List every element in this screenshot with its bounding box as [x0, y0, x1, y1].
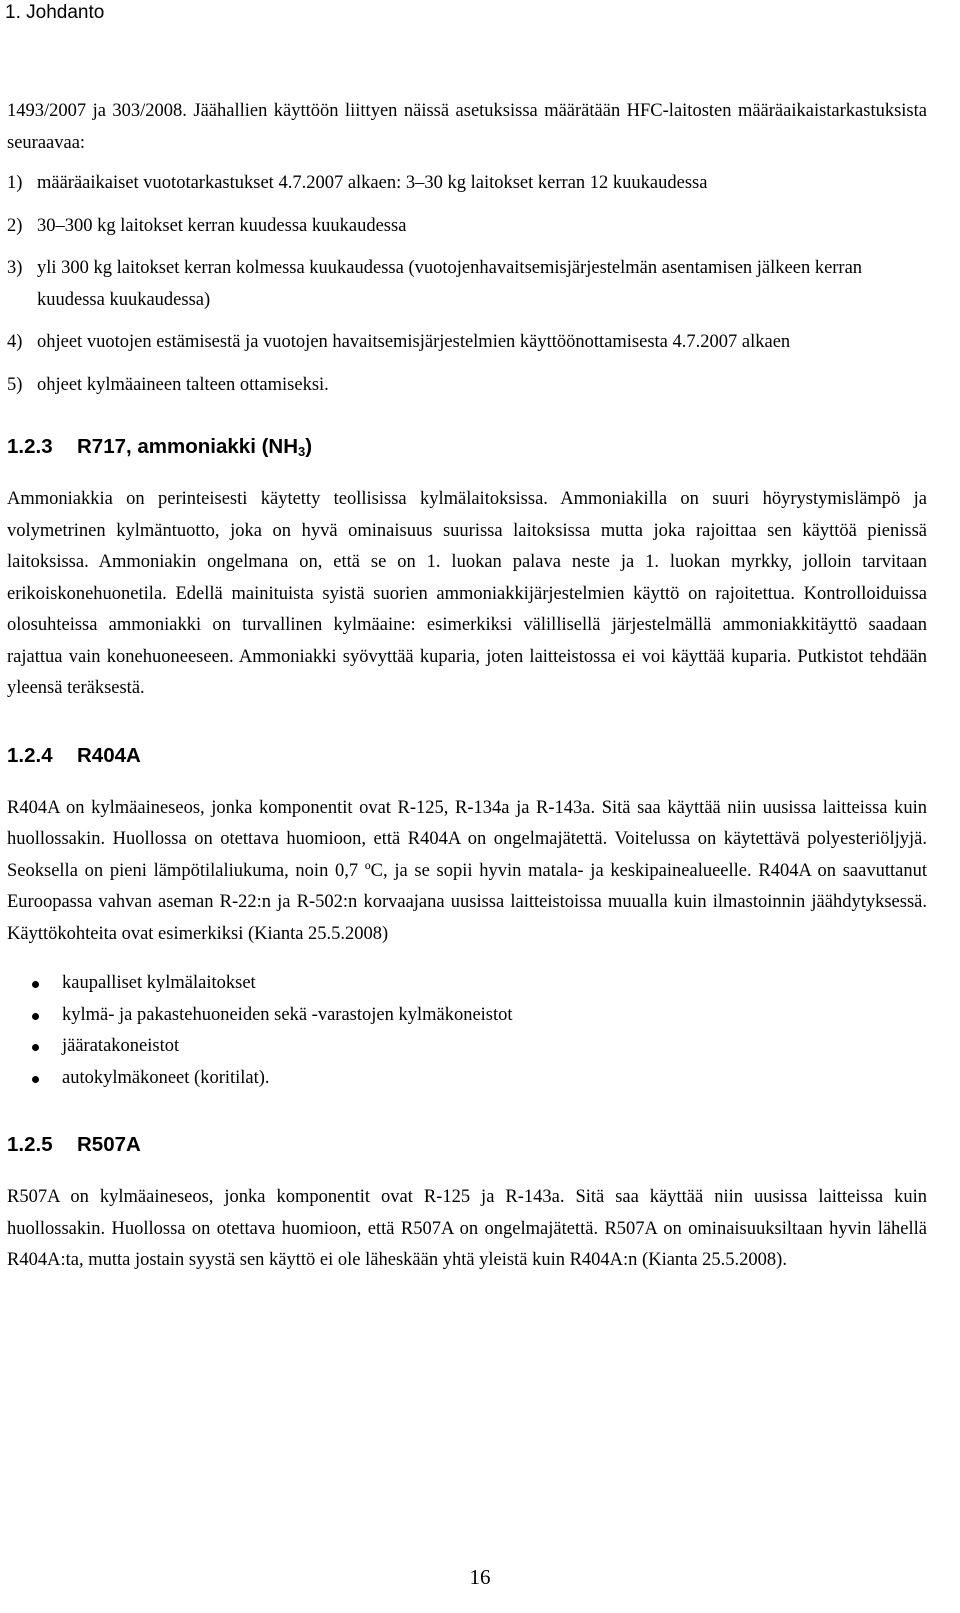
bullet-item-text: kaupalliset kylmälaitokset: [62, 973, 256, 993]
bullet-item-text: autokylmäkoneet (koritilat).: [62, 1067, 270, 1088]
section-title: R404A: [77, 743, 141, 767]
bullet-item: [7, 1000, 927, 1032]
bullet-icon: [32, 1044, 39, 1051]
section-title: R507A: [77, 1133, 141, 1156]
bullet-item-text: jääratakoneistot: [62, 1036, 180, 1056]
bullet-item: [7, 968, 927, 1000]
section-title-subscript: 3: [298, 444, 306, 459]
section-heading-r717: [7, 431, 927, 467]
intro-paragraph: 1493/2007 ja 303/2008. Jäähallien käyttöön liittyen näissä asetuksissa määrätään HFC-laitosten määräaikaistarkastuksista seuraavaa:: [7, 101, 927, 153]
section-heading-r507a: [7, 1129, 927, 1160]
applications-list: [7, 968, 927, 1094]
list-item-text: yli 300 kg laitokset kerran kolmessa kuukaudessa (vuotojenhavaitsemisjärjestelmän asentamisen jälkeen kerran kuudessa kuukaudessa): [37, 258, 863, 310]
list-item-number: 1): [7, 173, 23, 193]
section-paragraph-r404a: R404A on kylmäaineseos, jonka komponentit ovat R-125, R-134a ja R-143a. Sitä saa käyttää niin uusissa laitteissa kuin huollossakin. Huollossa on otettava huomioon, että R404A on ongelmajätettä. Voitelussa on käytettävä polyesteriöljyjä. Seoksella on pieni lämpötilaliukuma, noin 0,7 ºC, ja se sopii hyvin matala- ja keskipainealueelle. R404A on saavuttanut Euroopassa vahvan aseman R-22:n ja R-502:n korvaajana uusissa laitteistoissa muualla kuin ilmastoinnin jäähdytyksessä. Käyttökohteita ovat esimerkiksi (Kianta 25.5.2008): [7, 797, 927, 944]
list-item-text: määräaikaiset vuototarkastukset 4.7.2007 alkaen: 3–30 kg laitokset kerran 12 kuukaudessa: [37, 173, 708, 193]
section-paragraph-r717: Ammoniakkia on perinteisesti käytetty teollisissa kylmälaitoksissa. Ammoniakilla on suuri höyrystymislämpö ja volymetrinen kylmäntuotto, joka on hyvä ominaisuus suurissa laitoksissa mutta joka rajoittaa sen käyttöä pienissä laitoksissa. Ammoniakin ongelmana on, että se on 1. luokan palava neste ja 1. luokan myrkky, jolloin tarvitaan erikoiskonehuonetila. Edellä mainituista syistä suorien ammoniakkijärjestelmien käyttö on rajoitettua. Kontrolloiduissa olosuhteissa ammoniakki on turvallinen kylmäaine: esimerkiksi välillisellä järjestelmällä ammoniakkitäyttö saadaan rajattua vain konehuoneeseen. Ammoniakki syövyttää kuparia, joten laitteistossa ei voi käyttää kuparia. Putkistot tehdään yleensä teräksestä.: [7, 489, 927, 698]
bullet-item-text: kylmä- ja pakastehuoneiden sekä -varastojen kylmäkoneistot: [62, 1004, 513, 1025]
list-item-text: ohjeet kylmäaineen talteen ottamiseksi.: [37, 374, 329, 395]
document-body: [7, 96, 927, 1277]
running-header: 1. Johdanto: [5, 2, 105, 23]
list-item-number: 5): [7, 374, 23, 395]
list-item: [7, 370, 927, 402]
requirements-list: [7, 168, 927, 401]
bullet-icon: [32, 981, 39, 988]
list-item-text: 30–300 kg laitokset kerran kuudessa kuukaudessa: [37, 215, 407, 236]
list-item: [7, 168, 927, 200]
list-item-number: 2): [7, 215, 23, 236]
bullet-item: [7, 1063, 927, 1095]
list-item: [7, 253, 927, 316]
bullet-icon: [32, 1013, 39, 1020]
list-item: [7, 327, 927, 359]
list-item-number: 3): [7, 258, 23, 278]
section-title-end: ): [305, 435, 313, 458]
list-item: [7, 211, 927, 243]
section-number: 1.2.3: [7, 435, 53, 458]
section-paragraph-r507a: R507A on kylmäaineseos, jonka komponentit ovat R-125 ja R-143a. Sitä saa käyttää niin uusissa laitteissa kuin huollossakin. Huollossa on otettava huomioon, että R507A on ongelmajätettä. R507A on ominaisuuksiltaan hyvin lähellä R404A:ta, mutta jostain syystä sen käyttö ei ole läheskään yhtä yleistä kuin R404A:n (Kianta 25.5.2008).: [7, 1187, 927, 1270]
list-item-text: ohjeet vuotojen estämisestä ja vuotojen havaitsemisjärjestelmien käyttöönottamisesta 4.7.2007 alkaen: [37, 332, 791, 352]
section-number: 1.2.5: [7, 1133, 53, 1156]
bullet-icon: [32, 1076, 39, 1083]
page-number: 16: [469, 1565, 491, 1589]
section-heading-r404a: [7, 740, 927, 771]
bullet-item: [7, 1031, 927, 1063]
list-item-number: 4): [7, 332, 23, 352]
section-number: 1.2.4: [7, 743, 53, 767]
section-title: R717, ammoniakki (NH: [77, 435, 299, 458]
